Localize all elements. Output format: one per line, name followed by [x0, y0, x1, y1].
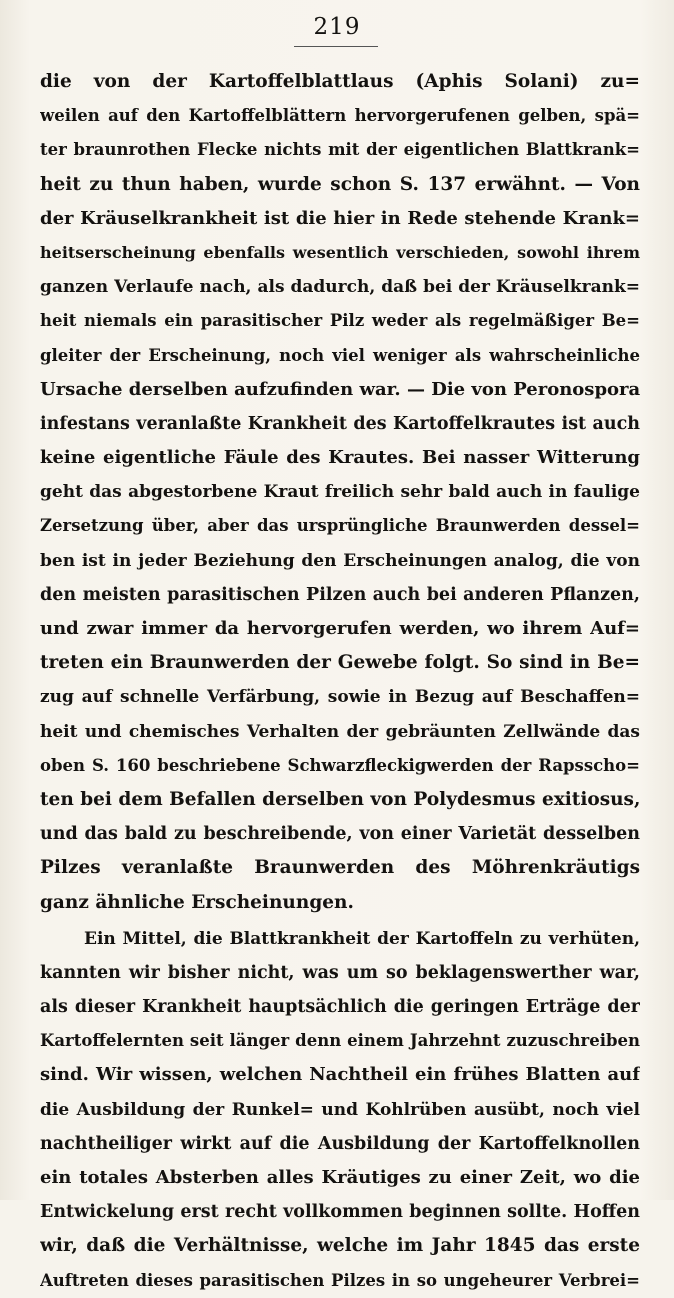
- page-number-rule: [294, 46, 378, 47]
- text-line: geht das abgestorbene Kraut freilich sehr bald auch in faulige: [40, 482, 640, 503]
- text-line: und zwar immer da hervorgerufen werden, wo ihrem Auf=: [40, 618, 640, 639]
- text-line: nachtheiliger wirkt auf die Ausbildung der Kartoffelknollen: [40, 1133, 640, 1154]
- text-line: treten ein Braunwerden der Gewebe folgt. So sind in Be=: [40, 652, 640, 674]
- text-line: Kartoffelernten seit länger denn einem Jahrzehnt zuzuschreiben: [40, 1031, 640, 1051]
- text-line: ben ist in jeder Beziehung den Erscheinungen analog, die von: [40, 550, 640, 571]
- text-line: heitserscheinung ebenfalls wesentlich verschieden, sowohl ihrem: [40, 242, 640, 262]
- text-line: keine eigentliche Fäule des Krautes. Bei nasser Witterung: [40, 447, 640, 469]
- text-line: Ursache derselben aufzufinden war. — Die von Peronospora: [40, 378, 640, 400]
- text-line: oben S. 160 beschriebene Schwarzfleckigwerden der Rapsscho=: [40, 755, 640, 775]
- text-line: ten bei dem Befallen derselben von Polydesmus exitiosus,: [40, 788, 640, 810]
- paragraph-1: [40, 65, 640, 920]
- text-line: gleiter der Erscheinung, noch viel weniger als wahrscheinliche: [40, 345, 640, 365]
- text-line: heit niemals ein parasitischer Pilz weder als regelmäßiger Be=: [40, 311, 640, 331]
- text-line: den meisten parasitischen Pilzen auch bei anderen Pflanzen,: [40, 584, 640, 605]
- text-line: sind. Wir wissen, welchen Nachtheil ein frühes Blatten auf: [40, 1064, 640, 1086]
- text-line: Zersetzung über, aber das ursprüngliche Braunwerden dessel=: [40, 516, 640, 536]
- text-line: ter braunrothen Flecke nichts mit der eigentlichen Blattkrank=: [40, 140, 640, 160]
- text-line: weilen auf den Kartoffelblättern hervorgerufenen gelben, spä=: [40, 106, 640, 126]
- page-number: 219: [313, 14, 361, 40]
- body-text: [40, 65, 640, 1298]
- text-line: die von der Kartoffelblattlaus (Aphis Solani) zu=: [40, 71, 640, 92]
- text-line: Ein Mittel, die Blattkrankheit der Kartoffeln zu verhüten,: [84, 928, 640, 949]
- text-line: heit und chemisches Verhalten der gebräunten Zellwände das: [40, 721, 640, 742]
- text-line: Pilzes veranlaßte Braunwerden des Möhrenkräutigs: [40, 857, 640, 879]
- text-line: ganzen Verlaufe nach, als dadurch, daß bei der Kräuselkrank=: [40, 277, 640, 298]
- text-line: infestans veranlaßte Krankheit des Kartoffelkrautes ist auch: [40, 413, 640, 434]
- text-line: ganz ähnliche Erscheinungen.: [40, 891, 354, 913]
- text-line: kannten wir bisher nicht, was um so beklagenswerther war,: [40, 962, 640, 983]
- paragraph-2: [40, 922, 640, 1298]
- text-line: der Kräuselkrankheit ist die hier in Rede stehende Krank=: [40, 207, 640, 229]
- text-line: als dieser Krankheit hauptsächlich die geringen Erträge der: [40, 997, 640, 1018]
- text-line: Entwickelung erst recht vollkommen beginnen sollte. Hoffen: [40, 1202, 640, 1223]
- text-line: wir, daß die Verhältnisse, welche im Jahr 1845 das erste: [40, 1235, 640, 1257]
- text-line: und das bald zu beschreibende, von einer Varietät desselben: [40, 824, 640, 845]
- text-line: ein totales Absterben alles Kräutiges zu einer Zeit, wo die: [40, 1167, 640, 1188]
- text-line: Auftreten dieses parasitischen Pilzes in so ungeheurer Verbrei=: [40, 1270, 640, 1290]
- text-line: die Ausbildung der Runkel= und Kohlrüben ausübt, noch viel: [40, 1099, 640, 1120]
- text-line: heit zu thun haben, wurde schon S. 137 erwähnt. — Von: [40, 173, 640, 195]
- text-line: zug auf schnelle Verfärbung, sowie in Bezug auf Beschaffen=: [40, 687, 640, 708]
